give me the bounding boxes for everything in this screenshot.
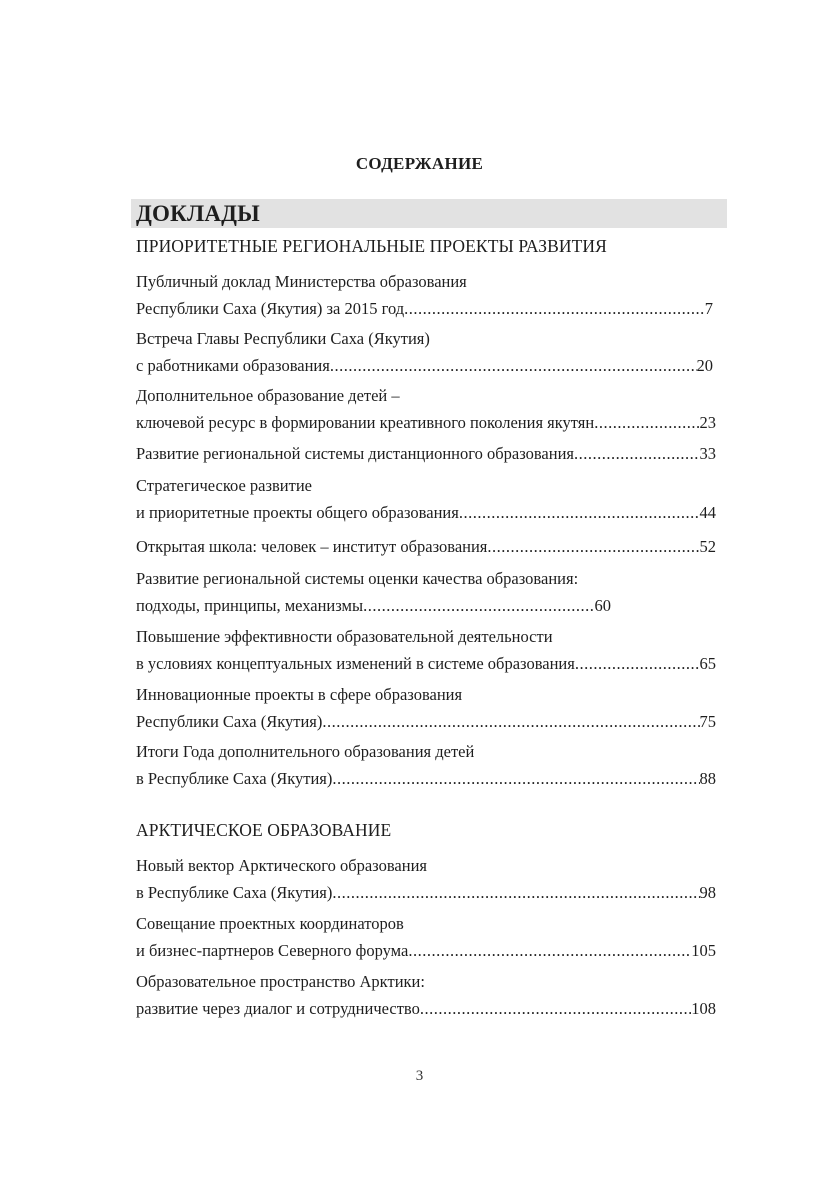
toc-entry-text: развитие через диалог и сотрудничество	[136, 999, 420, 1018]
toc-entry[interactable]	[136, 968, 716, 1022]
dot-leader	[332, 765, 699, 792]
toc-page-number: 7	[704, 299, 713, 318]
toc-entry-text: Публичный доклад Министерства образования	[136, 272, 467, 291]
toc-entry-text: Стратегическое развитие	[136, 476, 312, 495]
toc-entry-text: Дополнительное образование детей –	[136, 386, 400, 405]
dot-leader	[575, 650, 700, 677]
subsection-title: ПРИОРИТЕТНЫЕ РЕГИОНАЛЬНЫЕ ПРОЕКТЫ РАЗВИТИЯ	[136, 236, 607, 256]
toc-entry[interactable]	[136, 565, 611, 619]
toc-entry-line1	[136, 968, 716, 995]
dot-leader	[574, 440, 699, 467]
dot-leader	[594, 409, 699, 436]
toc-entry-text: в Республике Саха (Якутия)	[136, 883, 333, 902]
toc-entry-text: Инновационные проекты в сфере образования	[136, 685, 463, 704]
toc-entry-line1	[136, 738, 716, 765]
toc-entry-line1	[136, 910, 716, 937]
page-number: 3	[415, 1068, 424, 1084]
toc-entry-text: Республики Саха (Якутия)	[136, 712, 323, 731]
toc-entry[interactable]	[136, 440, 716, 467]
dot-leader	[487, 533, 699, 560]
toc-page-number: 52	[699, 537, 716, 556]
dot-leader	[363, 592, 594, 619]
toc-page-number: 75	[699, 712, 716, 731]
toc-entry-line1	[136, 268, 713, 295]
toc-entry-line1	[136, 852, 716, 879]
toc-page-number: 65	[699, 654, 716, 673]
toc-entry[interactable]	[136, 852, 716, 906]
toc-entry-text: Совещание проектных координаторов	[136, 914, 404, 933]
dot-leader	[408, 937, 691, 964]
toc-entry-text: Новый вектор Арктического образования	[136, 856, 427, 875]
dot-leader	[459, 499, 700, 526]
toc-entry-text: подходы, принципы, механизмы	[136, 596, 364, 615]
toc-entry-text: и приоритетные проекты общего образования	[136, 503, 459, 522]
toc-entry[interactable]	[136, 910, 716, 964]
toc-entry-text: Образовательное пространство Арктики:	[136, 972, 425, 991]
toc-entry-text: Встреча Главы Республики Саха (Якутия)	[136, 329, 430, 348]
toc-entry[interactable]	[136, 681, 716, 735]
toc-entry-text: Республики Саха (Якутия) за 2015 год	[136, 299, 405, 318]
toc-page-number: 44	[699, 503, 716, 522]
dot-leader	[404, 295, 705, 322]
toc-entry[interactable]	[136, 325, 713, 379]
dot-leader	[322, 708, 699, 735]
toc-page-number: 98	[699, 883, 716, 902]
toc-entry-text: Открытая школа: человек – институт образования	[136, 537, 488, 556]
toc-page-number: 108	[691, 999, 716, 1018]
toc-page-number: 33	[699, 444, 716, 463]
toc-entry-text: Развитие региональной системы дистанционного образования	[136, 444, 575, 463]
toc-page-number: 88	[699, 769, 716, 788]
toc-entry-line1	[136, 565, 611, 592]
toc-entry[interactable]	[136, 382, 716, 436]
dot-leader	[330, 352, 697, 379]
toc-entry[interactable]	[136, 268, 713, 322]
toc-page-number: 20	[696, 356, 713, 375]
toc-entry-line1	[136, 325, 713, 352]
toc-entry-line1	[136, 681, 716, 708]
toc-entry-text: с работниками образования	[136, 356, 330, 375]
dot-leader	[332, 879, 699, 906]
section-title: ДОКЛАДЫ	[136, 201, 260, 226]
toc-entry[interactable]	[136, 533, 716, 560]
toc-entry-line1	[136, 472, 716, 499]
toc-page-number: 60	[594, 596, 611, 615]
toc-page-number: 23	[699, 413, 716, 432]
toc-entry-text: и бизнес-партнеров Северного форума	[136, 941, 409, 960]
toc-entry-text: в условиях концептуальных изменений в системе образования	[136, 654, 575, 673]
toc-page-number: 105	[691, 941, 716, 960]
subsection-title: АРКТИЧЕСКОЕ ОБРАЗОВАНИЕ	[136, 820, 392, 840]
page-title: СОДЕРЖАНИЕ	[355, 154, 484, 173]
section-header-band	[131, 199, 727, 228]
toc-entry-text: Развитие региональной системы оценки качества образования:	[136, 569, 579, 588]
toc-entry-text: Повышение эффективности образовательной деятельности	[136, 627, 553, 646]
toc-entry-line1	[136, 623, 716, 650]
toc-entry[interactable]	[136, 623, 716, 677]
toc-entry-text: в Республике Саха (Якутия)	[136, 769, 333, 788]
toc-entry-text: ключевой ресурс в формировании креативного поколения якутян	[136, 413, 595, 432]
toc-entry[interactable]	[136, 738, 716, 792]
dot-leader	[420, 995, 691, 1022]
toc-entry-line1	[136, 382, 716, 409]
toc-entry[interactable]	[136, 472, 716, 526]
toc-entry-text: Итоги Года дополнительного образования детей	[136, 742, 475, 761]
